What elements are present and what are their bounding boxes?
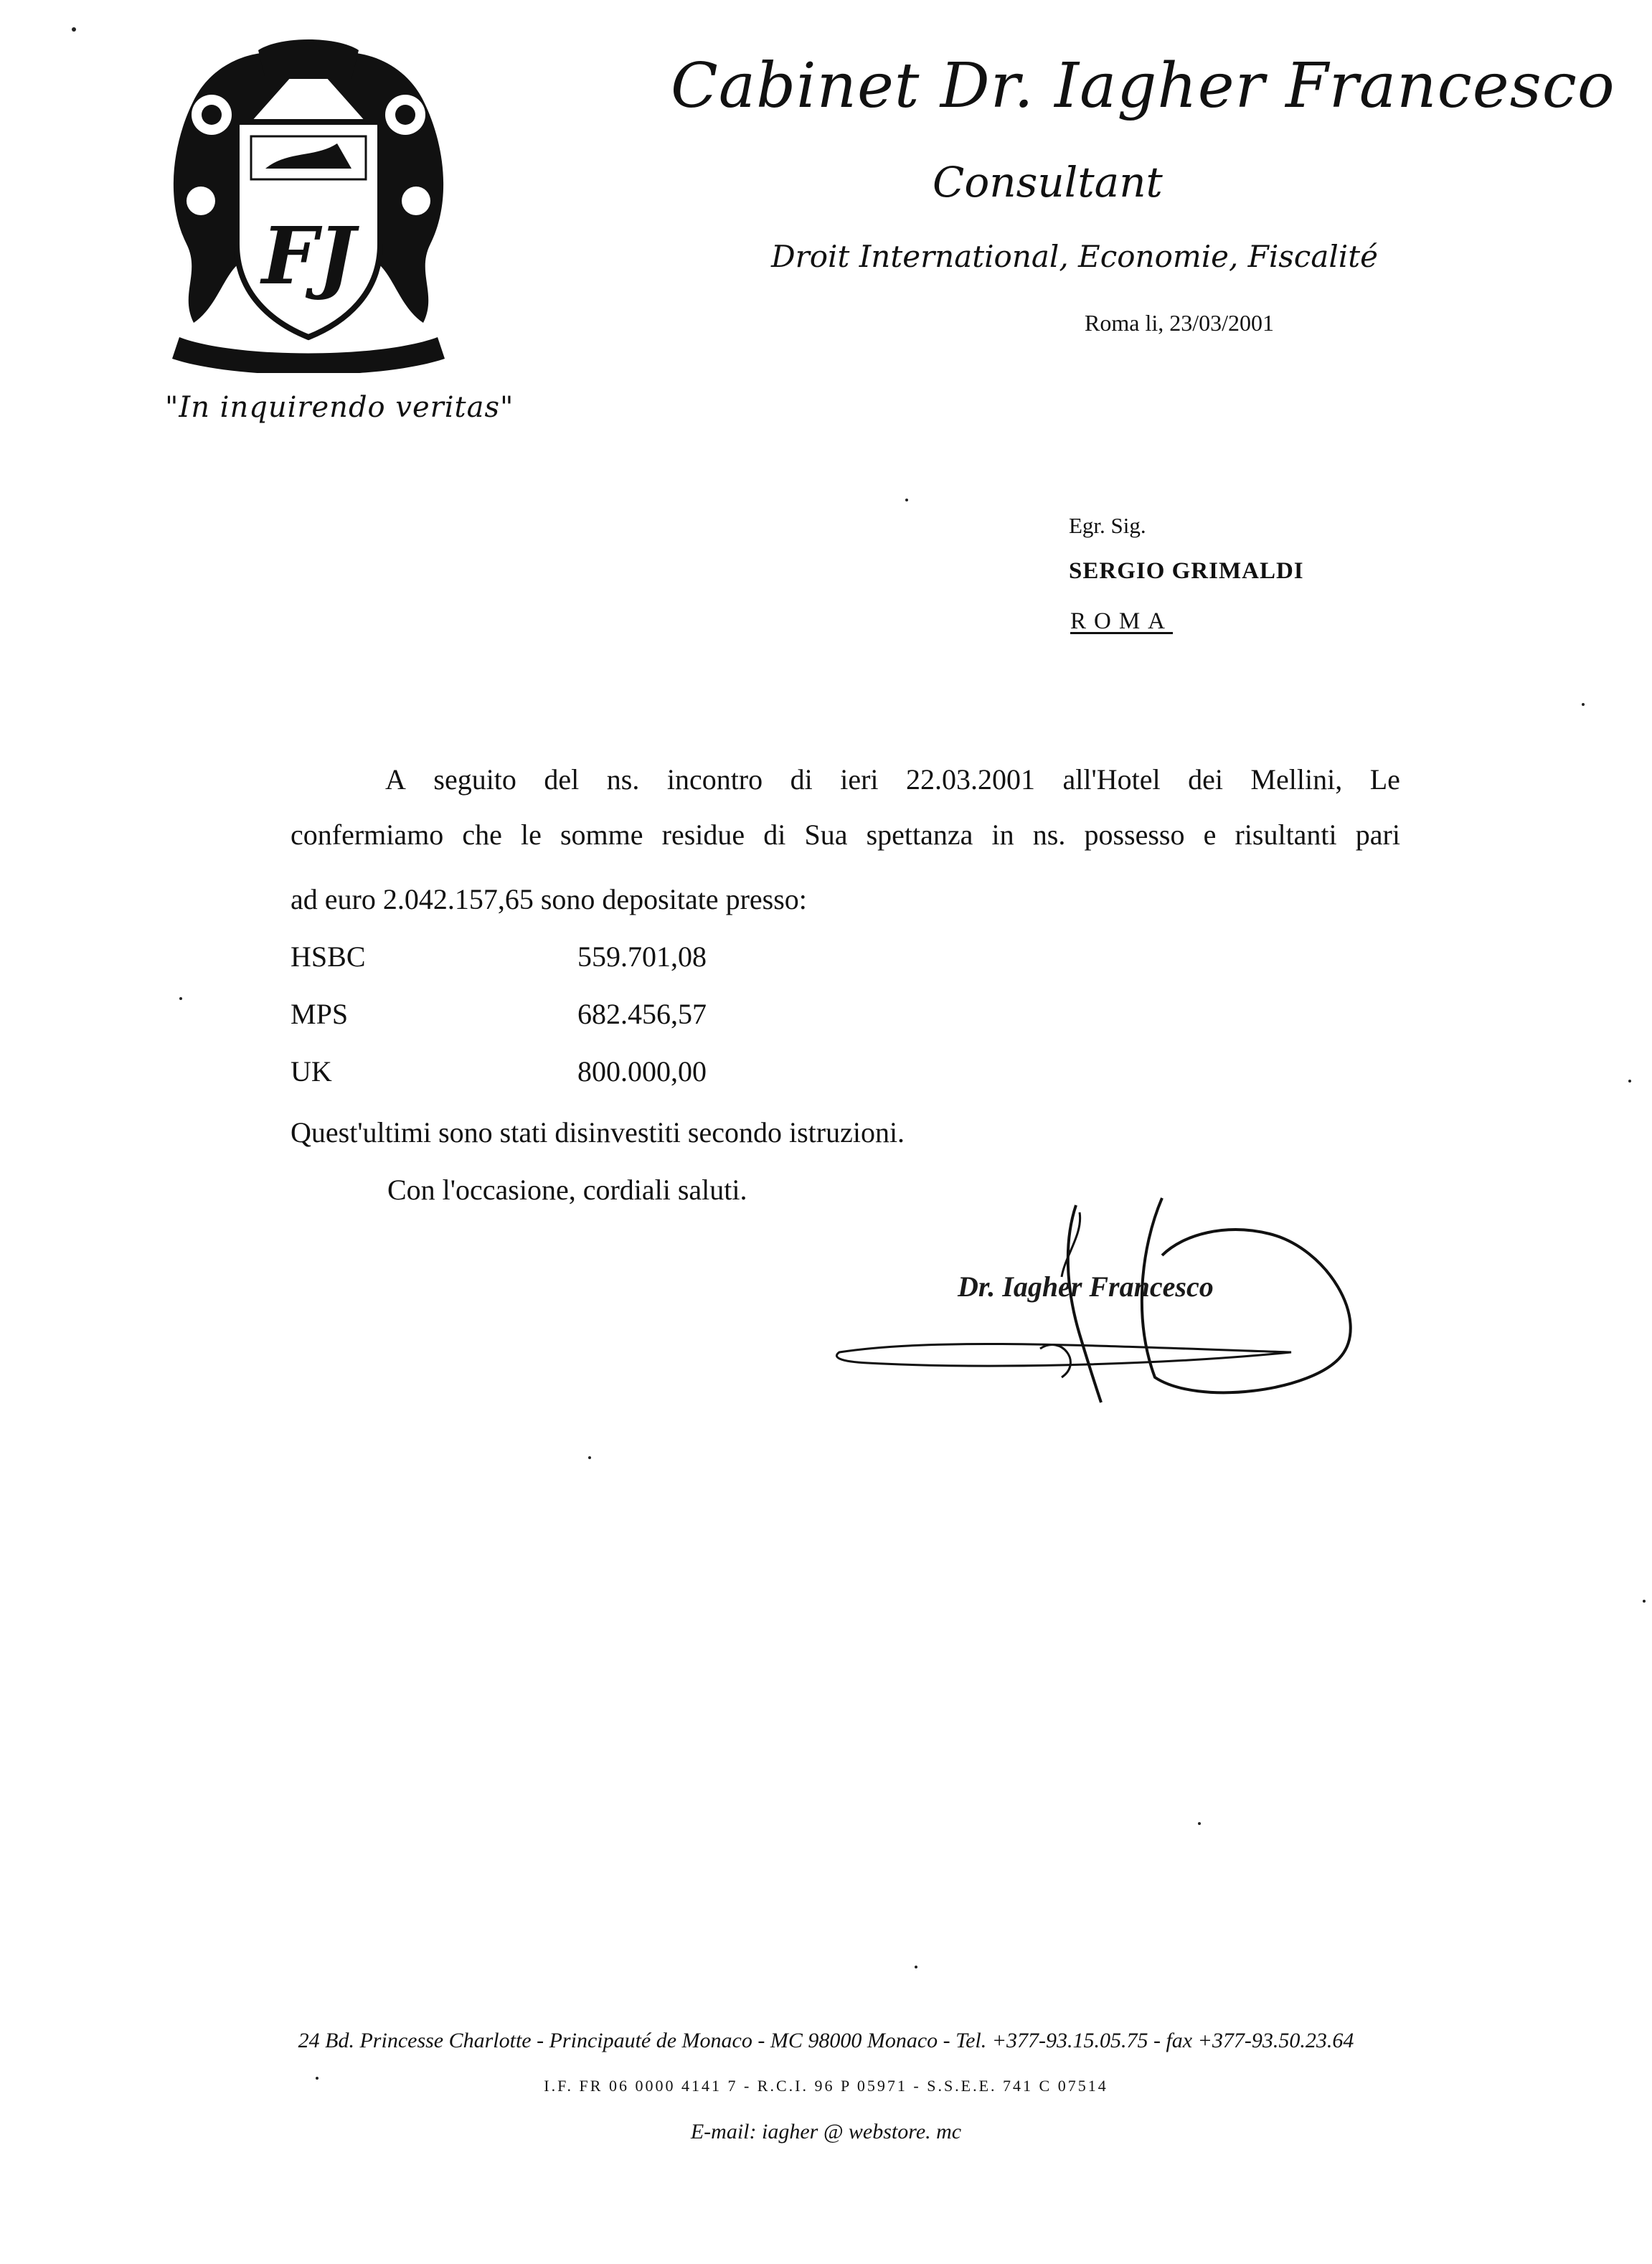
word: A: [385, 763, 406, 796]
deposit-bank: MPS: [291, 998, 349, 1030]
firm-name: Cabinet Dr. Iagher Francesco: [671, 50, 1615, 122]
firm-role: Consultant: [933, 158, 1163, 207]
scan-speck: [1198, 1822, 1201, 1825]
word: Mellini,: [1250, 763, 1343, 796]
word: in: [991, 819, 1014, 851]
word: le: [520, 819, 542, 851]
deposit-amount: 682.456,57: [577, 998, 707, 1030]
word: dei: [1188, 763, 1223, 796]
word: spettanza: [866, 819, 973, 851]
word: residue: [661, 819, 745, 851]
scan-speck: [915, 1966, 917, 1968]
word: risultanti: [1235, 819, 1337, 851]
motto: "In inquirendo veritas": [165, 391, 514, 424]
word: all'Hotel: [1062, 763, 1161, 796]
greeting: Con l'occasione, cordiali saluti.: [387, 1174, 747, 1206]
scan-speck: [905, 499, 908, 501]
word: Le: [1369, 763, 1400, 796]
word: del: [544, 763, 580, 796]
word: possesso: [1084, 819, 1185, 851]
scan-speck: [1628, 1080, 1631, 1083]
word: di: [763, 819, 786, 851]
word: e: [1203, 819, 1217, 851]
word: ns.: [1032, 819, 1066, 851]
deposit-amount: 559.701,08: [577, 940, 707, 973]
footer-registration: I.F. FR 06 0000 4141 7 - R.C.I. 96 P 05971 - S.S.E.E. 741 C 07514: [544, 2077, 1108, 2095]
word: confermiamo: [291, 819, 444, 851]
word: ieri: [840, 763, 879, 796]
footer-address: 24 Bd. Princesse Charlotte - Principauté de Monaco - MC 98000 Monaco - Tel. +377-93.15.05.75 - fax +377-93.50.23.64: [298, 2029, 1354, 2052]
crest-monogram: FJ: [261, 209, 356, 302]
body-line-2: [291, 818, 1400, 852]
deposit-bank: UK: [291, 1055, 332, 1088]
deposit-amount: 800.000,00: [577, 1055, 707, 1088]
scan-speck: [72, 27, 76, 32]
footer-email: E-mail: iagher @ webstore. mc: [690, 2120, 962, 2143]
body-line-1: [385, 763, 1400, 796]
deposit-bank: HSBC: [291, 940, 366, 973]
scan-speck: [179, 997, 182, 1000]
word: che: [462, 819, 502, 851]
word: somme: [560, 819, 643, 851]
scan-speck: [316, 2077, 318, 2080]
recipient-salutation: Egr. Sig.: [1069, 513, 1146, 538]
date-line: Roma li, 23/03/2001: [1085, 310, 1274, 336]
scan-speck: [588, 1456, 591, 1459]
word: Sua: [804, 819, 848, 851]
recipient-city: ROMA: [1070, 608, 1174, 634]
signature-stamp: Dr. Iagher Francesco: [958, 1270, 1214, 1303]
firm-specialization: Droit International, Economie, Fiscalité: [771, 239, 1378, 274]
body-line-3: ad euro 2.042.157,65 sono depositate presso:: [291, 883, 807, 915]
word: ns.: [606, 763, 640, 796]
word: di: [790, 763, 813, 796]
closing-note: Quest'ultimi sono stati disinvestiti secondo istruzioni.: [291, 1116, 905, 1148]
word: pari: [1355, 819, 1400, 851]
recipient-name: SERGIO GRIMALDI: [1069, 558, 1304, 584]
coat-of-arms-logo: [151, 36, 466, 373]
word: seguito: [433, 763, 516, 796]
scan-speck: [1582, 703, 1585, 706]
scan-speck: [1643, 1600, 1646, 1603]
word: incontro: [666, 763, 763, 796]
word: 22.03.2001: [906, 763, 1036, 796]
